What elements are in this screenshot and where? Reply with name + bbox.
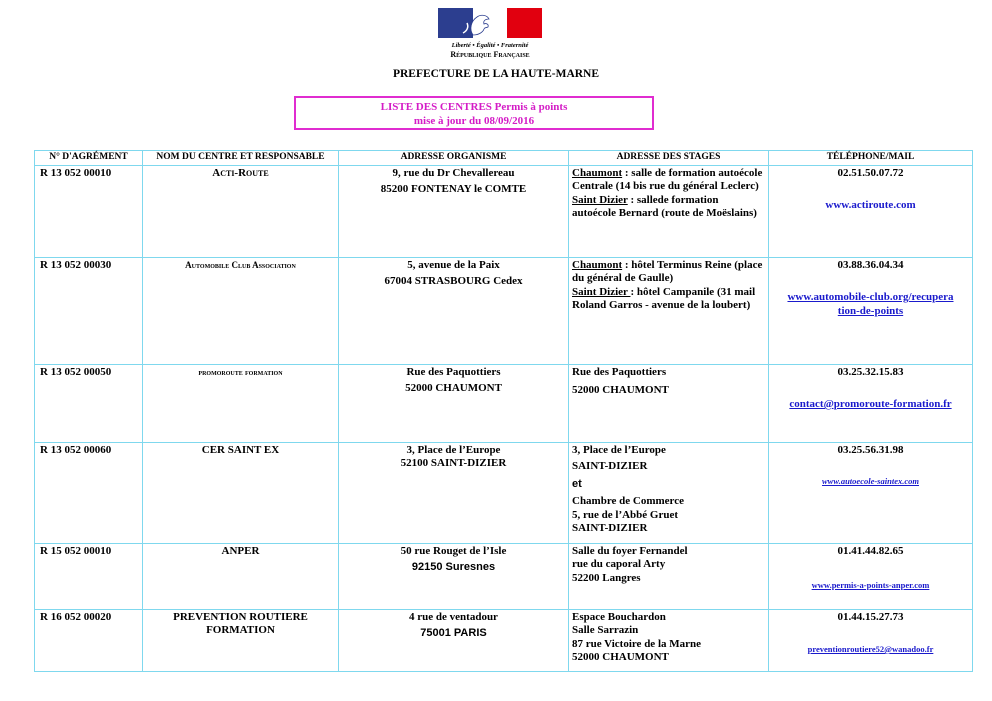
nom-cell: Acti-Route — [143, 165, 339, 257]
stage-line: Espace Bouchardon — [572, 610, 666, 623]
website-link[interactable]: www.permis-a-points-anper.com — [811, 580, 930, 590]
stages-cell — [569, 257, 769, 364]
stage-text: : hôtel Terminus Reine (place du général de Gaulle) — [572, 258, 763, 284]
stage-line: et — [572, 477, 582, 490]
stage-city: Chaumont — [572, 258, 623, 271]
republic-label: République Française — [450, 50, 530, 59]
motto: Liberté • Égalité • Fraternité — [451, 42, 529, 49]
adresse-line: 75001 PARIS — [420, 627, 487, 639]
phone: 03.25.32.15.83 — [837, 365, 904, 378]
stage-text: : sallede formation autoécole Bernard (route de Moëslains) — [572, 193, 757, 219]
stage-line: 3, Place de l’Europe — [572, 443, 666, 456]
phone: 03.25.56.31.98 — [837, 443, 904, 456]
nom-cell: CER SAINT EX — [143, 442, 339, 543]
stage-line: Salle Sarrazin — [572, 624, 639, 636]
table-row — [35, 364, 973, 442]
contact-cell — [769, 609, 973, 671]
update-date: mise à jour du 08/09/2016 — [413, 115, 535, 127]
stage-city: Chaumont — [572, 166, 623, 179]
agrement-cell: R 15 052 00010 — [35, 543, 143, 609]
col-header-stages: ADRESSE DES STAGES — [569, 151, 769, 166]
adresse-cell — [339, 442, 569, 543]
list-title-box — [294, 96, 654, 130]
adresse-cell — [339, 364, 569, 442]
republique-francaise-logo — [438, 8, 542, 59]
agrement-cell: R 13 052 00050 — [35, 364, 143, 442]
stage-line: SAINT-DIZIER — [572, 460, 648, 472]
tricolor-flag — [438, 8, 542, 38]
adresse-line: 4 rue de ventadour — [409, 610, 498, 623]
stage-line: 52200 Langres — [572, 571, 641, 584]
agrement-cell: R 16 052 00020 — [35, 609, 143, 671]
contact-cell — [769, 165, 973, 257]
phone: 01.44.15.27.73 — [837, 610, 904, 623]
stage-city: Saint Dizier — [572, 285, 631, 298]
adresse-line: 85200 FONTENAY le COMTE — [380, 183, 527, 195]
marianne-icon — [459, 11, 499, 37]
nom-cell: Automobile Club Association — [143, 257, 339, 364]
nom-line: FORMATION — [206, 624, 275, 636]
adresse-line: 92150 Suresnes — [411, 561, 496, 573]
col-header-adresse: ADRESSE ORGANISME — [339, 151, 569, 166]
nom-cell: ANPER — [143, 543, 339, 609]
website-link[interactable]: www.actiroute.com — [825, 199, 916, 211]
adresse-cell — [339, 257, 569, 364]
stage-line: Rue des Paquottiers — [572, 365, 667, 378]
adresse-line: 9, rue du Dr Chevallereau — [392, 166, 515, 179]
nom-line: PREVENTION ROUTIERE — [173, 610, 308, 623]
contact-cell — [769, 257, 973, 364]
adresse-line: 67004 STRASBOURG Cedex — [384, 275, 523, 287]
stages-cell — [569, 543, 769, 609]
table-header — [35, 151, 973, 166]
table-row — [35, 609, 973, 671]
adresse-cell — [339, 609, 569, 671]
prefecture-title: PREFECTURE DE LA HAUTE-MARNE — [392, 68, 600, 80]
stage-line: SAINT-DIZIER — [572, 522, 648, 534]
table-row — [35, 165, 973, 257]
col-header-contact: TÉLÉPHONE/MAIL — [769, 151, 973, 166]
website-link[interactable]: www.autoecole-saintex.com — [822, 476, 919, 486]
website-link[interactable]: www.automobile-club.org/recuperation-de-points — [787, 291, 954, 317]
contact-cell — [769, 364, 973, 442]
adresse-line: 52100 SAINT-DIZIER — [400, 457, 507, 469]
contact-cell — [769, 543, 973, 609]
email-link[interactable]: preventionroutiere52@wanadoo.fr — [807, 644, 934, 654]
col-header-agrement: N° D'AGRÉMENT — [35, 151, 143, 166]
table-row — [35, 442, 973, 543]
agrement-cell: R 13 052 00030 — [35, 257, 143, 364]
adresse-line: 50 rue Rouget de l’Isle — [400, 544, 507, 557]
stage-line: rue du caporal Arty — [572, 558, 666, 570]
adresse-cell — [339, 543, 569, 609]
nom-cell — [143, 609, 339, 671]
stages-cell — [569, 364, 769, 442]
adresse-line: Rue des Paquottiers — [406, 365, 501, 378]
stage-line: 5, rue de l’Abbé Gruet — [572, 508, 679, 521]
list-title: LISTE DES CENTRES Permis à points — [380, 101, 568, 113]
centers-table — [34, 150, 973, 672]
stage-city: Saint Dizier — [572, 193, 628, 206]
stage-line: Chambre de Commerce — [572, 495, 685, 507]
adresse-cell — [339, 165, 569, 257]
nom-cell: promoroute formation — [143, 364, 339, 442]
stages-cell — [569, 165, 769, 257]
stage-line: 52000 CHAUMONT — [572, 651, 669, 663]
table-row — [35, 257, 973, 364]
agrement-cell: R 13 052 00060 — [35, 442, 143, 543]
stage-text: : salle de formation autoécole Centrale (14 bis rue du général Leclerc) — [572, 166, 763, 192]
stage-line: 87 rue Victoire de la Marne — [572, 637, 702, 650]
phone: 03.88.36.04.34 — [837, 258, 904, 271]
col-header-nom: NOM DU CENTRE ET RESPONSABLE — [143, 151, 339, 166]
adresse-line: 52000 CHAUMONT — [405, 382, 502, 394]
stage-line: Salle du foyer Fernandel — [572, 544, 688, 557]
table-row — [35, 543, 973, 609]
contact-cell — [769, 442, 973, 543]
stage-text: : hôtel Campanile (31 mail Roland Garros - avenue de la loubert) — [572, 285, 756, 311]
stages-cell — [569, 609, 769, 671]
email-link[interactable]: contact@promoroute-formation.fr — [789, 398, 952, 410]
adresse-line: 5, avenue de la Paix — [407, 258, 500, 271]
phone: 01.41.44.82.65 — [837, 544, 904, 557]
phone: 02.51.50.07.72 — [837, 166, 904, 179]
stages-cell — [569, 442, 769, 543]
adresse-line: 3, Place de l’Europe — [406, 443, 501, 456]
stage-line: 52000 CHAUMONT — [572, 384, 669, 396]
agrement-cell: R 13 052 00010 — [35, 165, 143, 257]
